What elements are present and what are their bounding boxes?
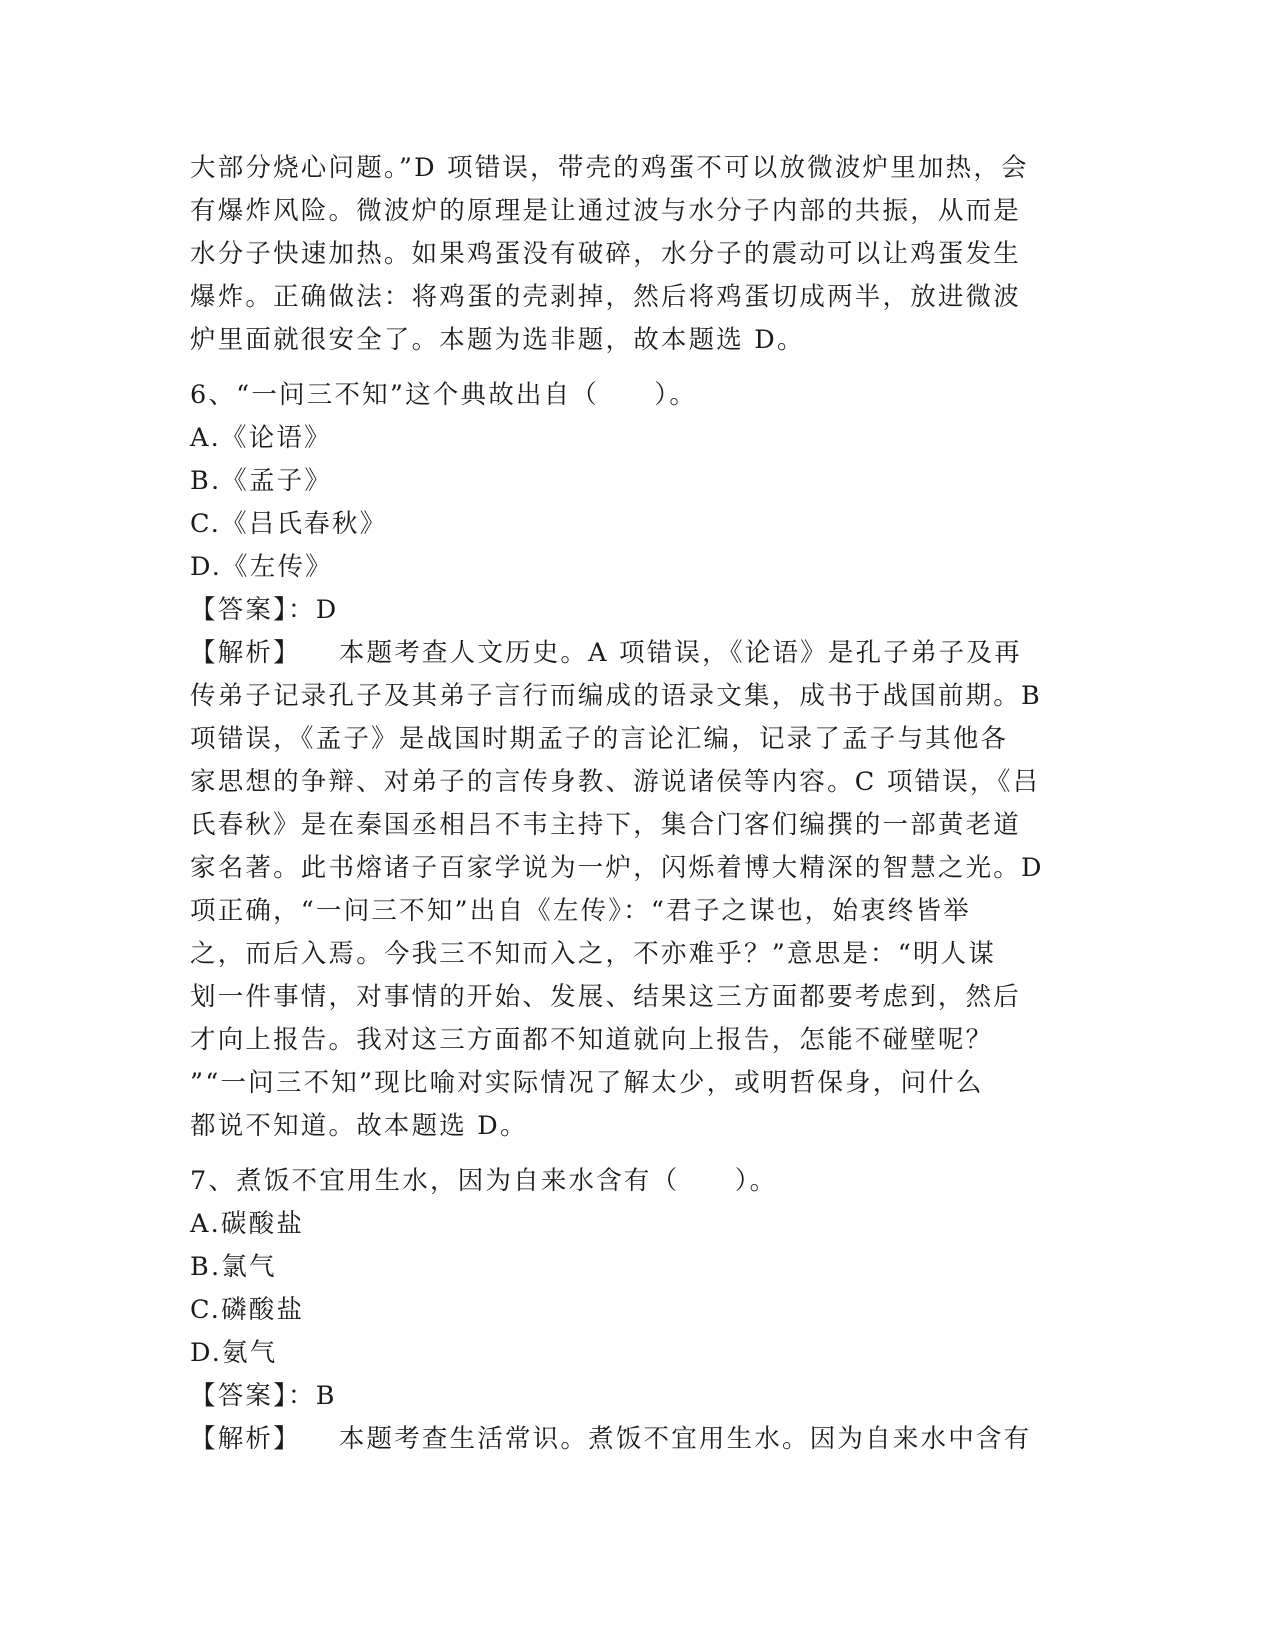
paragraph-gap <box>190 1148 1090 1160</box>
option-a: A.《论语》 <box>190 423 332 453</box>
analysis-line: 家名著。此书熔诸子百家学说为一炉，闪烁着博大精深的智慧之光。D <box>190 853 1044 883</box>
analysis-text: 本题考查人文历史。A 项错误，《论语》是孔子弟子及再 <box>338 638 1022 668</box>
analysis-line: 才向上报告。我对这三方面都不知道就向上报告，怎能不碰壁呢？ <box>190 1025 994 1055</box>
page-content <box>190 147 1090 1461</box>
answer-line: 【答案】：D <box>190 595 339 625</box>
text-line: 炉里面就很安全了。本题为选非题，故本题选 D。 <box>190 325 805 355</box>
option-c: C.《吕氏春秋》 <box>190 509 388 539</box>
option-d: D.《左传》 <box>190 552 333 582</box>
option-c: C.磷酸盐 <box>190 1295 305 1325</box>
analysis-line: 氏春秋》是在秦国丞相吕不韦主持下，集合门客们编撰的一部黄老道 <box>190 810 1022 840</box>
question-text: 6、“一问三不知”这个典故出自（ ）。 <box>190 380 698 410</box>
option-d: D.氨气 <box>190 1338 278 1368</box>
text-line: 水分子快速加热。如果鸡蛋没有破碎，水分子的震动可以让鸡蛋发生 <box>190 239 1022 269</box>
analysis-line: 传弟子记录孔子及其弟子言行而编成的语录文集，成书于战国前期。B <box>190 681 1042 711</box>
analysis-label: 【解析】 <box>190 1424 301 1454</box>
text-line: 有爆炸风险。微波炉的原理是让通过波与水分子内部的共振，从而是 <box>190 196 1022 226</box>
answer-line: 【答案】：B <box>190 1381 337 1411</box>
analysis-line: 项错误，《孟子》是战国时期孟子的言论汇编，记录了孟子与其他各 <box>190 724 1009 754</box>
option-b: B.《孟子》 <box>190 466 333 496</box>
analysis-line: 家思想的争辩、对弟子的言传身教、游说诸侯等内容。C 项错误，《吕 <box>190 767 1041 797</box>
question-7 <box>190 1160 1090 1461</box>
analysis-first-line <box>190 632 1090 675</box>
analysis-label: 【解析】 <box>190 638 301 668</box>
previous-explanation-block <box>190 147 1090 362</box>
analysis-text: 本题考查生活常识。煮饭不宜用生水。因为自来水中含有 <box>338 1424 1032 1454</box>
question-6 <box>190 374 1090 1148</box>
analysis-line: 都说不知道。故本题选 D。 <box>190 1111 528 1141</box>
analysis-line: 之，而后入焉。今我三不知而入之，不亦难乎？”意思是：“明人谋 <box>190 939 997 969</box>
analysis-line: ”“一问三不知”现比喻对实际情况了解太少，或明哲保身，问什么 <box>190 1068 984 1098</box>
option-a: A.碳酸盐 <box>190 1209 305 1239</box>
analysis-line: 项正确，“一问三不知”出自《左传》：“君子之谋也，始衷终皆举 <box>190 896 971 926</box>
option-b: B.氯气 <box>190 1252 277 1282</box>
paragraph-gap <box>190 362 1090 374</box>
text-line: 大部分烧心问题。”D 项错误，带壳的鸡蛋不可以放微波炉里加热，会 <box>190 153 1029 183</box>
analysis-line: 划一件事情，对事情的开始、发展、结果这三方面都要考虑到，然后 <box>190 982 1022 1012</box>
text-line: 爆炸。正确做法：将鸡蛋的壳剥掉，然后将鸡蛋切成两半，放进微波 <box>190 282 1022 312</box>
analysis-first-line <box>190 1418 1090 1461</box>
question-text: 7、煮饭不宜用生水，因为自来水含有（ ）。 <box>190 1166 778 1196</box>
